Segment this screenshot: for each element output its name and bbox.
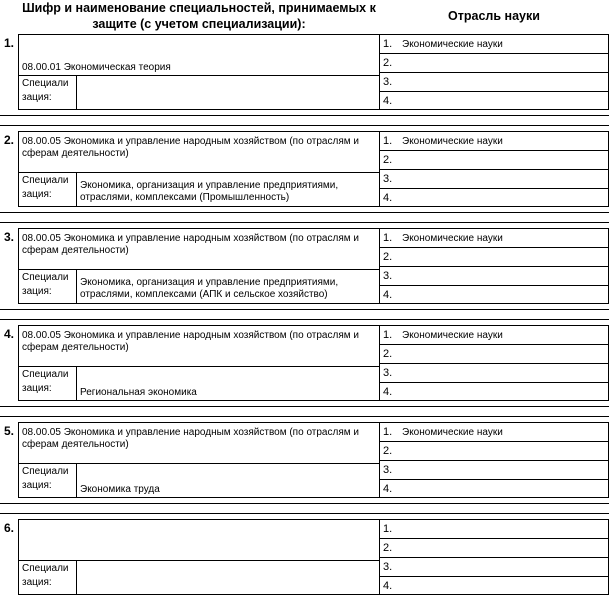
field-row-number: 3. — [383, 367, 393, 379]
specialization-label: Специали зация: — [22, 175, 69, 200]
field-row-number: 4. — [383, 95, 393, 107]
specialty-block — [0, 228, 609, 304]
specialty-block — [0, 519, 609, 595]
field-row[interactable] — [380, 132, 608, 151]
field-row-value[interactable]: Экономические науки — [402, 233, 503, 244]
specialty-block — [0, 325, 609, 401]
field-row-number: 2. — [383, 348, 393, 360]
field-row-number: 3. — [383, 76, 393, 88]
field-row[interactable] — [380, 73, 608, 92]
field-row[interactable] — [380, 345, 608, 364]
specialization-divider — [19, 560, 379, 561]
specialization-label: Специали зация: — [22, 466, 69, 491]
field-row-number: 3. — [383, 464, 393, 476]
block-separator — [0, 309, 609, 320]
specialty-cell — [18, 325, 380, 401]
field-row[interactable] — [380, 442, 608, 461]
field-row[interactable] — [380, 54, 608, 73]
field-row[interactable] — [380, 189, 608, 208]
field-row[interactable] — [380, 364, 608, 383]
specialization-label: Специали зация: — [22, 78, 69, 103]
field-of-science-cell — [380, 228, 609, 304]
specialty-text[interactable]: 08.00.05 Экономика и управление народным хозяйством (по отраслям и сферам деятельности) — [22, 233, 359, 256]
specialization-divider — [19, 366, 379, 367]
field-row-number: 4. — [383, 289, 393, 301]
specialty-cell — [18, 422, 380, 498]
field-of-science-cell — [380, 325, 609, 401]
block-number: 6. — [4, 521, 15, 535]
field-row-number: 2. — [383, 542, 393, 554]
block-separator — [0, 503, 609, 514]
specialization-label: Специали зация: — [22, 369, 69, 394]
field-row-value[interactable]: Экономические науки — [402, 39, 503, 50]
field-row-value[interactable]: Экономические науки — [402, 136, 503, 147]
specialization-label-divider — [76, 560, 77, 594]
specialization-label-divider — [76, 269, 77, 303]
specialization-divider — [19, 172, 379, 173]
field-row-number: 2. — [383, 251, 393, 263]
block-separator — [0, 115, 609, 126]
field-row-number: 1. — [383, 232, 393, 244]
field-row-number: 1. — [383, 523, 393, 535]
block-number: 2. — [4, 133, 15, 147]
field-row-number: 4. — [383, 386, 393, 398]
field-row-number: 2. — [383, 445, 393, 457]
block-number: 4. — [4, 327, 15, 341]
specialty-cell — [18, 131, 380, 207]
field-of-science-cell — [380, 34, 609, 110]
specialty-block — [0, 131, 609, 207]
field-row[interactable] — [380, 383, 608, 402]
header-field-of-science: Отрасль науки — [448, 9, 540, 23]
field-row[interactable] — [380, 92, 608, 111]
field-row[interactable] — [380, 326, 608, 345]
specialization-text[interactable]: Экономика, организация и управление предприятиями, отраслями, комплексами (АПК и сельское хозяйство) — [80, 277, 339, 300]
specialization-divider — [19, 75, 379, 76]
field-row-number: 4. — [383, 580, 393, 592]
specialty-text[interactable]: 08.00.05 Экономика и управление народным хозяйством (по отраслям и сферам деятельности) — [22, 330, 359, 353]
field-row[interactable] — [380, 539, 608, 558]
specialization-label: Специали зация: — [22, 272, 69, 297]
field-row-value[interactable]: Экономические науки — [402, 427, 503, 438]
field-row-number: 1. — [383, 426, 393, 438]
field-row[interactable] — [380, 461, 608, 480]
field-row-number: 2. — [383, 57, 393, 69]
specialization-label-divider — [76, 172, 77, 206]
field-of-science-cell — [380, 519, 609, 595]
specialization-divider — [19, 463, 379, 464]
field-row-number: 3. — [383, 561, 393, 573]
field-row-number: 1. — [383, 329, 393, 341]
field-row[interactable] — [380, 267, 608, 286]
specialty-cell — [18, 34, 380, 110]
field-row[interactable] — [380, 423, 608, 442]
field-row-number: 4. — [383, 192, 393, 204]
specialization-divider — [19, 269, 379, 270]
specialization-text[interactable]: Экономика, организация и управление предприятиями, отраслями, комплексами (Промышленность) — [80, 180, 339, 203]
specialty-cell — [18, 228, 380, 304]
field-row[interactable] — [380, 558, 608, 577]
field-row[interactable] — [380, 248, 608, 267]
field-row[interactable] — [380, 35, 608, 54]
field-row-number: 3. — [383, 173, 393, 185]
specialization-label-divider — [76, 463, 77, 497]
field-of-science-cell — [380, 422, 609, 498]
field-row[interactable] — [380, 577, 608, 596]
field-row[interactable] — [380, 480, 608, 499]
block-number: 1. — [4, 36, 15, 50]
block-separator — [0, 212, 609, 223]
field-row[interactable] — [380, 170, 608, 189]
specialty-text[interactable]: 08.00.05 Экономика и управление народным хозяйством (по отраслям и сферам деятельности) — [22, 136, 359, 159]
field-row[interactable] — [380, 151, 608, 170]
field-row[interactable] — [380, 520, 608, 539]
header-specialty: Шифр и наименование специальностей, принимаемых к защите (с учетом специализации): — [22, 1, 376, 31]
field-row-value[interactable]: Экономические науки — [402, 330, 503, 341]
field-row-number: 3. — [383, 270, 393, 282]
specialization-text[interactable]: Экономика труда — [80, 484, 160, 495]
field-row[interactable] — [380, 286, 608, 305]
specialty-cell — [18, 519, 380, 595]
field-row-number: 1. — [383, 38, 393, 50]
specialty-block — [0, 34, 609, 110]
field-row-number: 2. — [383, 154, 393, 166]
field-row-number: 1. — [383, 135, 393, 147]
specialty-block — [0, 422, 609, 498]
field-row[interactable] — [380, 229, 608, 248]
specialization-text[interactable]: Региональная экономика — [80, 387, 197, 398]
specialization-label-divider — [76, 366, 77, 400]
specialization-label: Специали зация: — [22, 563, 69, 588]
specialty-text[interactable]: 08.00.05 Экономика и управление народным хозяйством (по отраслям и сферам деятельности) — [22, 427, 359, 450]
block-number: 5. — [4, 424, 15, 438]
specialization-label-divider — [76, 75, 77, 109]
field-of-science-cell — [380, 131, 609, 207]
block-separator — [0, 406, 609, 417]
field-row-number: 4. — [383, 483, 393, 495]
block-number: 3. — [4, 230, 15, 244]
specialty-text[interactable]: 08.00.01 Экономическая теория — [22, 62, 171, 73]
